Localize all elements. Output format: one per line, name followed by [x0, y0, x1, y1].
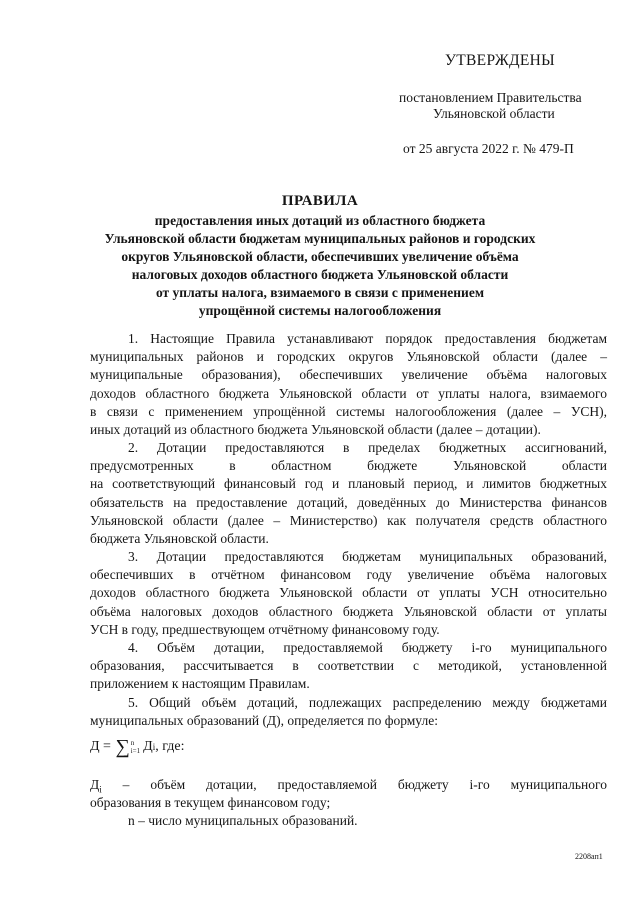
formula-term: Д: [143, 739, 153, 754]
sum-formula: [90, 737, 184, 757]
formula-term-subscript: i: [152, 742, 156, 752]
paragraph-line: образования, рассчитывается в соответствии с методикой, установленной: [90, 658, 607, 674]
definitions: [90, 776, 607, 831]
paragraph-2: [90, 439, 607, 548]
document-title: ПРАВИЛА: [281, 193, 359, 209]
paragraph-line: 4. Объём дотации, предоставляемой бюджету i-го муниципального: [128, 640, 607, 655]
footer-document-code: 2208ап1: [575, 852, 603, 861]
paragraph-line: предусмотренных в областном бюджете Ульяновской области: [90, 458, 607, 474]
summation-lower-limit: i=1: [130, 747, 141, 755]
paragraph-line: объёма налоговых доходов областного бюджета Ульяновской области от уплаты: [90, 603, 607, 619]
paragraph-line: 1. Настоящие Правила устанавливают порядок предоставления бюджетам: [128, 331, 607, 346]
paragraph-line: 3. Дотации предоставляются бюджетам муниципальных образований,: [128, 549, 607, 564]
paragraph-line: муниципальных образований (Д), определяется по формуле:: [90, 713, 438, 729]
summation-limits: [131, 739, 140, 755]
paragraph-line: обеспечивших в отчётном финансовом году увеличение объёма налоговых: [90, 567, 607, 583]
decree-reference-line-2: Ульяновской области: [433, 106, 555, 121]
subtitle-line: упрощённой системы налогообложения: [198, 303, 442, 318]
paragraph-line: 2. Дотации предоставляются в пределах бюджетных ассигнований,: [128, 440, 607, 455]
paragraph-line: 5. Общий объём дотаций, подлежащих распределению между бюджетами: [128, 695, 607, 710]
formula-lhs: Д =: [90, 739, 115, 754]
di-subscript: i: [99, 784, 102, 795]
definition-n: n – число муниципальных образований.: [128, 813, 358, 829]
di-description: – объём дотации, предоставляемой бюджету i-го муниципального: [101, 777, 607, 792]
paragraph-line: на соответствующий финансовый год и плановый период, и лимитов бюджетных: [90, 476, 607, 492]
subtitle-line: от уплаты налога, взимаемого в связи с применением: [155, 285, 485, 300]
definition-di: [90, 776, 607, 794]
paragraph-line: доходов областного бюджета Ульяновской области от уплаты налога, взимаемого: [90, 385, 607, 401]
paragraph-line: муниципальных районов и городских округов Ульяновской области (далее –: [90, 349, 607, 365]
subtitle-line: предоставления иных дотаций из областного бюджета: [154, 213, 486, 228]
approval-heading: УТВЕРЖДЕНЫ: [445, 52, 555, 69]
subtitle-line: налоговых доходов областного бюджета Ульяновской области: [131, 267, 509, 282]
paragraph-line: муниципальные образования), обеспечивших увеличение объёма налоговых: [90, 367, 607, 383]
document-subtitle: [90, 212, 550, 320]
paragraph-line: УСН в году, предшествующем отчётному финансовому году.: [90, 621, 440, 637]
summation-upper-limit: n: [130, 739, 135, 747]
summation-sign: ∑: [115, 736, 130, 758]
paragraph-line: обязательств на предоставление дотаций, доведённых до Министерства финансов: [90, 494, 607, 510]
formula-suffix: , где:: [155, 739, 185, 754]
paragraph-line: приложением к настоящим Правилам.: [90, 676, 310, 692]
subtitle-line: округов Ульяновской области, обеспечивших увеличение объёма: [121, 249, 519, 264]
paragraph-line: иных дотаций из областного бюджета Ульяновской области (далее – дотации).: [90, 421, 541, 437]
decree-date-number: от 25 августа 2022 г. № 479-П: [403, 141, 574, 156]
di-symbol: Д: [90, 777, 100, 792]
paragraph-4: [90, 639, 607, 694]
paragraph-line: доходов областного бюджета Ульяновской области от уплаты УСН относительно: [90, 585, 607, 601]
paragraph-line: Ульяновской области (далее – Министерство) как получателя средств областного: [90, 512, 607, 528]
paragraph-3: [90, 548, 607, 639]
paragraph-line: бюджета Ульяновской области.: [90, 530, 269, 546]
definition-di-line-2: образования в текущем финансовом году;: [90, 795, 331, 811]
paragraph-5: [90, 694, 607, 730]
subtitle-line: Ульяновской области бюджетам муниципальных районов и городских: [104, 231, 536, 246]
paragraph-1: [90, 330, 607, 439]
decree-reference-line-1: постановлением Правительства: [399, 90, 582, 105]
paragraph-line: в связи с применением упрощённой системы налогообложения (далее – УСН),: [90, 403, 607, 419]
